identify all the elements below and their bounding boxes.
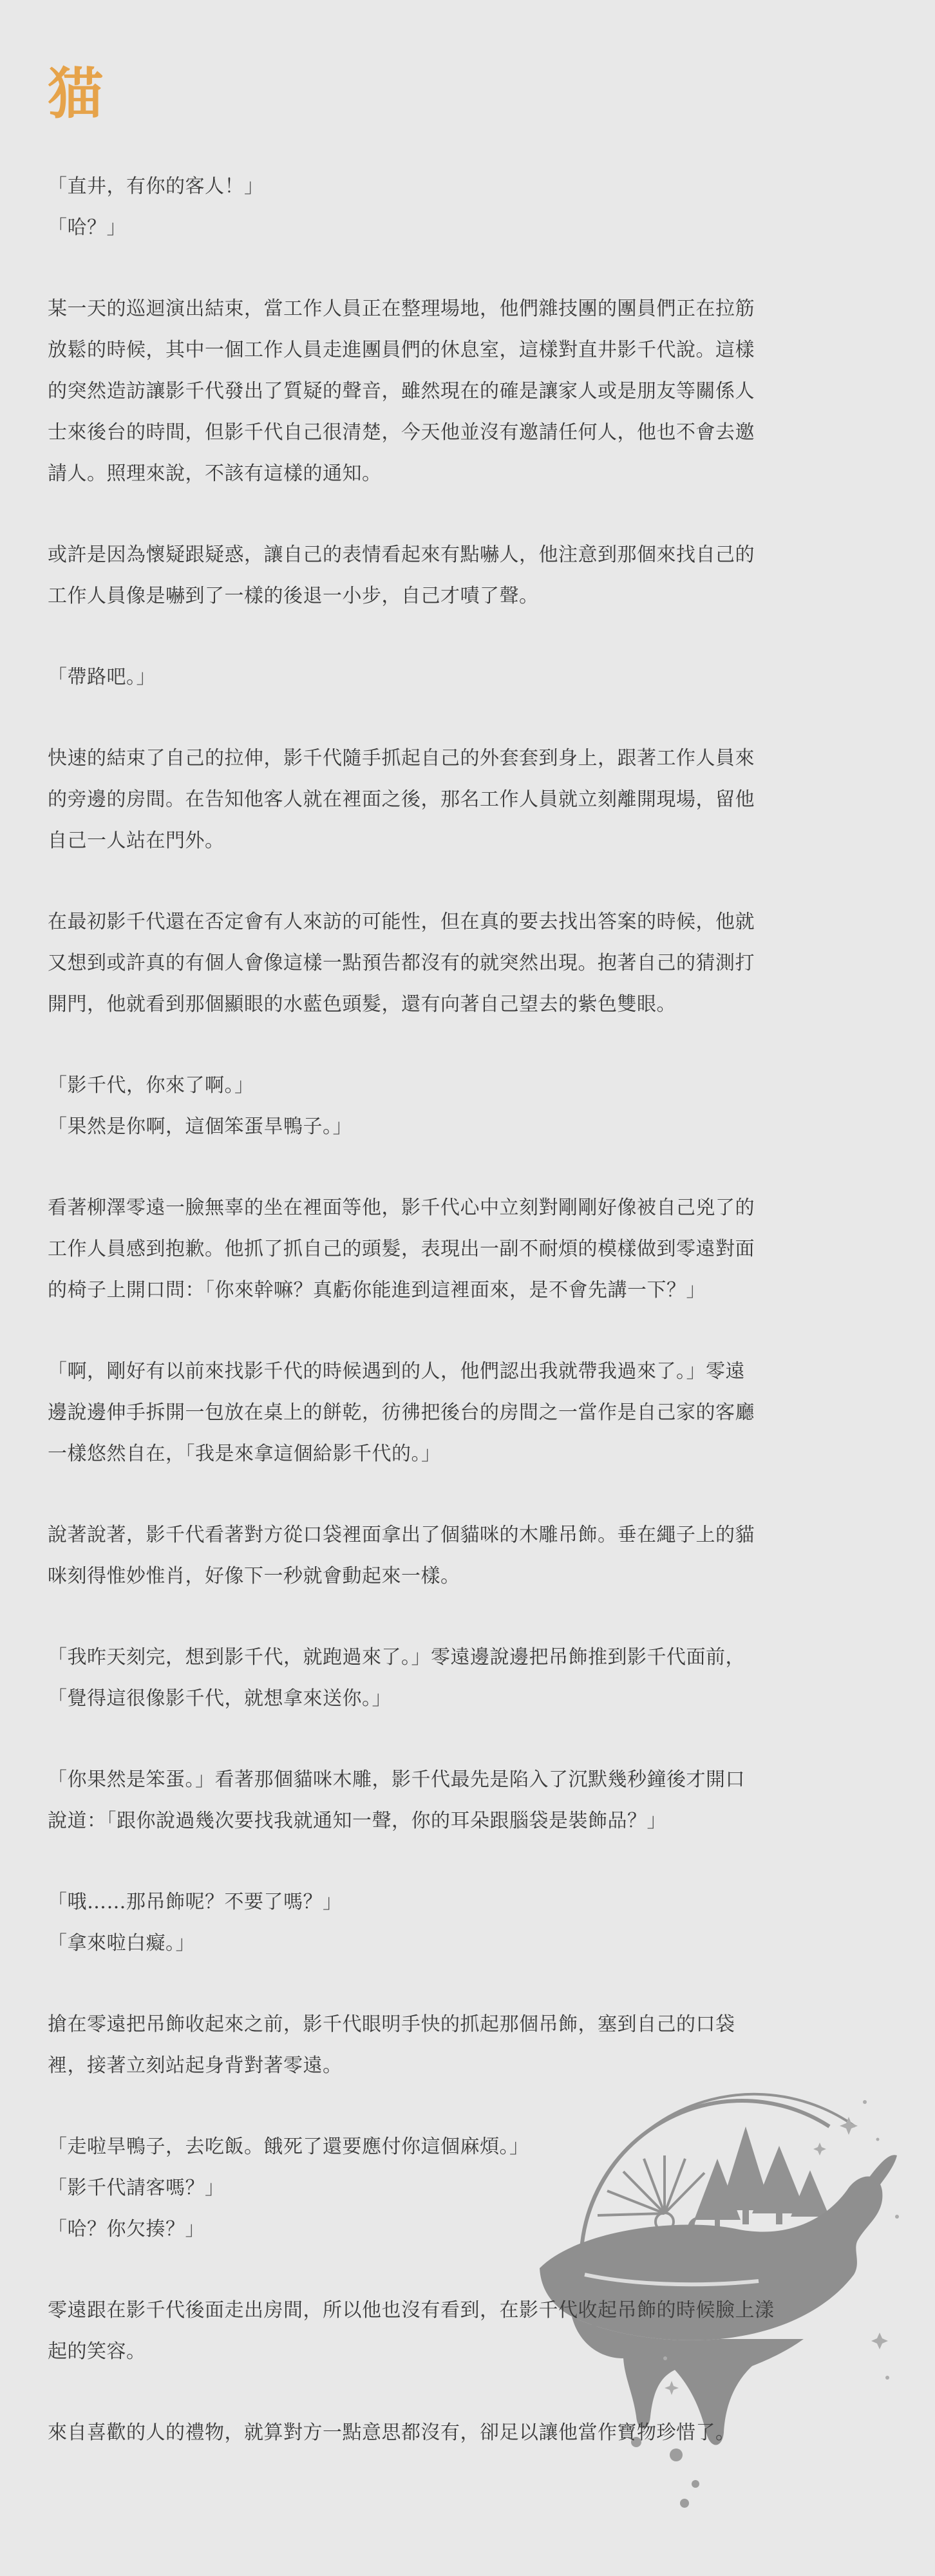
document-title: 猫: [48, 61, 103, 126]
text-line: 工作人員感到抱歉。他抓了抓自己的頭髮，表現出一副不耐煩的模樣做到零遠對面: [48, 1238, 755, 1260]
text-line: 士來後台的時間，但影千代自己很清楚，今天他並沒有邀請任何人，他也不會去邀: [48, 421, 755, 444]
paragraph: [48, 2412, 885, 2454]
text-line: 自己一人站在門外。: [48, 829, 225, 852]
paragraph: [48, 2004, 885, 2087]
paragraph: [48, 289, 885, 495]
text-line: 「你果然是笨蛋。」看著那個貓咪木雕，影千代最先是陷入了沉默幾秒鐘後才開口: [48, 1768, 745, 1791]
text-line: 放鬆的時候，其中一個工作人員走進團員們的休息室，這樣對直井影千代說。這樣: [48, 339, 755, 361]
paragraph: [48, 1065, 885, 1148]
text-line: 裡，接著立刻站起身背對著零遠。: [48, 2054, 343, 2077]
text-line: 看著柳澤零遠一臉無辜的坐在裡面等他，影千代心中立刻對剛剛好像被自己兇了的: [48, 1197, 755, 1219]
paragraph: [48, 1188, 885, 1311]
text-line: 說著說著，影千代看著對方從口袋裡面拿出了個貓咪的木雕吊飾。垂在繩子上的貓: [48, 1524, 755, 1546]
story-body: [48, 166, 885, 2454]
paragraph: [48, 902, 885, 1025]
paragraph: [48, 738, 885, 862]
text-line: 又想到或許真的有個人會像這樣一點預告都沒有的就突然出現。抱著自己的猜測打: [48, 952, 755, 974]
text-line: 「哦……那吊飾呢？不要了嗎？」: [48, 1891, 343, 1913]
text-line: 「帶路吧。」: [48, 666, 156, 688]
text-line: 「我昨天刻完，想到影千代，就跑過來了。」零遠邊說邊把吊飾推到影千代面前，: [48, 1646, 745, 1669]
text-line: 咪刻得惟妙惟肖，好像下一秒就會動起來一樣。: [48, 1565, 460, 1587]
text-line: 快速的結束了自己的拉伸，影千代隨手抓起自己的外套套到身上，跟著工作人員來: [48, 747, 755, 770]
paragraph: [48, 535, 885, 617]
text-line: 「影千代請客嗎？」: [48, 2177, 225, 2199]
text-line: 「走啦旱鴨子，去吃飯。餓死了還要應付你這個麻煩。」: [48, 2136, 529, 2158]
paragraph: [48, 1759, 885, 1842]
text-line: 「拿來啦白癡。」: [48, 1932, 195, 1955]
text-line: 工作人員像是嚇到了一樣的後退一小步，自己才嘖了聲。: [48, 585, 539, 607]
text-line: 「影千代，你來了啊。」: [48, 1074, 254, 1097]
text-line: 「啊，剛好有以前來找影千代的時候遇到的人，他們認出我就帶我過來了。」零遠: [48, 1360, 745, 1383]
text-line: 或許是因為懷疑跟疑惑，讓自己的表情看起來有點嚇人，他注意到那個來找自己的: [48, 544, 755, 566]
text-line: 「直井，有你的客人！」: [48, 175, 264, 198]
text-line: 的旁邊的房間。在告知他客人就在裡面之後，那名工作人員就立刻離開現場，留他: [48, 788, 755, 811]
text-line: 請人。照理來說，不該有這樣的通知。: [48, 462, 382, 485]
text-line: 搶在零遠把吊飾收起來之前，影千代眼明手快的抓起那個吊飾，塞到自己的口袋: [48, 2013, 735, 2036]
paragraph: [48, 1637, 885, 1719]
text-line: 「哈？」: [48, 216, 126, 239]
paragraph: [48, 2290, 885, 2372]
paragraph: [48, 657, 885, 698]
paragraph: [48, 2126, 885, 2250]
text-line: 來自喜歡的人的禮物，就算對方一點意思都沒有，卻足以讓他當作寶物珍惜了。: [48, 2421, 735, 2444]
text-line: 某一天的巡迴演出結束，當工作人員正在整理場地，他們雜技團的團員們正在拉筋: [48, 298, 755, 320]
text-line: 「果然是你啊，這個笨蛋旱鴨子。」: [48, 1115, 352, 1138]
text-line: 說道：「跟你說過幾次要找我就通知一聲，你的耳朵跟腦袋是裝飾品？」: [48, 1810, 666, 1832]
paragraph: [48, 1515, 885, 1597]
text-line: 「哈？你欠揍？」: [48, 2218, 205, 2240]
paragraph: [48, 166, 885, 249]
text-line: 在最初影千代還在否定會有人來訪的可能性，但在真的要去找出答案的時候，他就: [48, 911, 755, 933]
paragraph: [48, 1351, 885, 1475]
text-line: 零遠跟在影千代後面走出房間，所以他也沒有看到，在影千代收起吊飾的時候臉上漾: [48, 2299, 775, 2322]
text-line: 的椅子上開口問：「你來幹嘛？真虧你能進到這裡面來，是不會先講一下？」: [48, 1279, 706, 1302]
text-line: 開門，他就看到那個顯眼的水藍色頭髮，還有向著自己望去的紫色雙眼。: [48, 993, 676, 1016]
text-line: 一樣悠然自在，「我是來拿這個給影千代的。」: [48, 1443, 441, 1465]
text-line: 「覺得這很像影千代，就想拿來送你。」: [48, 1687, 392, 1710]
text-line: 邊說邊伸手拆開一包放在桌上的餅乾，彷彿把後台的房間之一當作是自己家的客廳: [48, 1401, 755, 1424]
text-line: 起的笑容。: [48, 2340, 146, 2363]
text-line: 的突然造訪讓影千代發出了質疑的聲音，雖然現在的確是讓家人或是朋友等關係人: [48, 380, 755, 402]
paragraph: [48, 1882, 885, 1964]
